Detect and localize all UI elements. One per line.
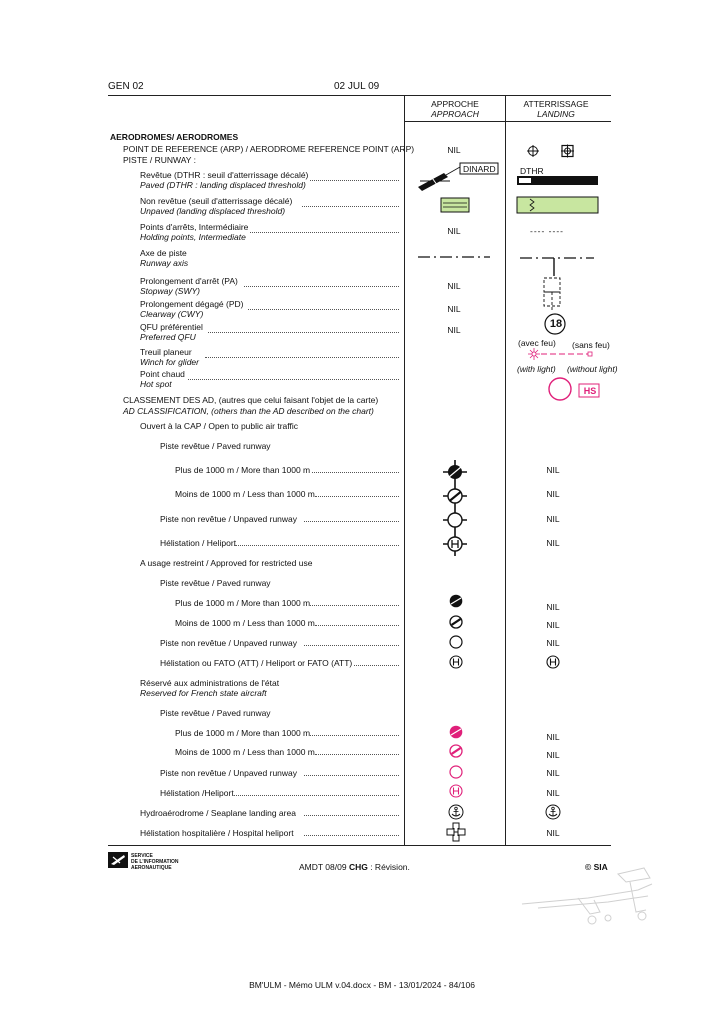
leader-dots [208,332,399,333]
open-heliport-landing-nil: NIL [546,538,560,548]
runway-axis-approach-icon [418,254,490,260]
state-more-landing-nil: NIL [546,732,560,742]
arp-symbols [526,144,576,158]
leader-dots [310,605,399,606]
qfu-approach-nil: NIL [447,325,461,335]
column-landing-header [506,99,606,119]
column-approach-en: APPROACH [431,109,479,119]
restricted-more-label: Plus de 1000 m / More than 1000 m [175,598,311,608]
leader-dots [315,496,399,497]
chg-label: CHG [348,862,368,872]
paved-fr: Revêtue (DTHR : seuil d'atterrissage décalé) [140,170,309,180]
open-heliport-icon [443,532,467,556]
restricted-paved-more-icon [449,594,463,608]
holding-en: Holding points, Intermediate [140,232,246,242]
state-paved-label: Piste revêtue / Paved runway [160,708,271,718]
state-unpaved-label: Piste non revêtue / Unpaved runway [160,768,298,778]
axis-fr: Axe de piste [140,248,187,258]
hotspot-en: Hot spot [140,379,172,389]
leader-dots [310,180,399,181]
leader-dots [315,625,399,626]
restricted-more-landing-nil: NIL [546,602,560,612]
holding-approach-nil: NIL [447,226,461,236]
open-more-label: Plus de 1000 m / More than 1000 m [175,465,311,475]
header-rule [108,95,611,96]
org-line-2: DE L'INFORMATION [131,859,179,865]
column-header-rule [404,121,611,122]
hotspot-fr: Point chaud [140,369,185,379]
column-approach-fr: APPROCHE [431,99,479,109]
state-heliport-icon [449,784,463,798]
cwy-en: Clearway (CWY) [140,309,204,319]
axis-en: Runway axis [140,258,189,268]
open-unpaved-landing-nil: NIL [546,514,560,524]
qfu-fr: QFU préférentiel [140,322,203,332]
holding-fr: Points d'arrêts, Intermédiaire [140,222,249,232]
classification-title-fr: CLASSEMENT DES AD, (autres que celui faisant l'objet de la carte) [123,395,379,405]
seaplane-anchor-icon [448,804,464,820]
org-line-3: AERONAUTIQUE [131,865,172,871]
revision-label: : Révision. [370,862,410,872]
ulm-aircraft-watermark [518,860,658,930]
restricted-heliport-landing-icon [546,655,560,669]
unpaved-runway-approach-icon [440,197,470,213]
column-divider-left [404,95,405,845]
open-less-label: Moins de 1000 m / Less than 1000 m [175,489,315,499]
open-paved-less-icon [443,484,467,508]
state-less-label: Moins de 1000 m / Less than 1000 m [175,747,315,757]
leader-dots [304,815,399,816]
swy-en: Stopway (SWY) [140,286,200,296]
arp-square-cross-icon [561,145,574,158]
seaplane-anchor-landing-icon [545,804,561,820]
state-fr: Réservé aux administrations de l'état [140,678,280,688]
leader-dots [234,545,399,546]
state-heliport-label: Hélistation /Heliport [160,788,234,798]
hotspot-label: HS [583,386,597,396]
state-paved-more-icon [449,725,463,739]
amendment-line [299,862,410,872]
open-more-landing-nil: NIL [546,465,560,475]
leader-dots [354,665,399,666]
hospital-landing-nil: NIL [546,828,560,838]
leader-dots [304,835,399,836]
qfu-number: 18 [549,318,563,330]
swy-fr: Prolongement d'arrêt (PA) [140,276,238,286]
restricted-heliport-icon [449,655,463,669]
restricted-heliport-label: Hélistation ou FATO (ATT) / Heliport or FATO (ATT) [160,658,353,668]
state-unpaved-landing-nil: NIL [546,768,560,778]
column-divider-right [505,95,506,845]
open-heliport-label: Hélistation / Heliport [160,538,237,548]
without-light-fr: (sans feu) [572,340,610,350]
open-paved-more-icon [443,460,467,484]
header-code: GEN 02 [108,81,144,92]
restricted-unpaved-icon [449,635,463,649]
restricted-unpaved-label: Piste non revêtue / Unpaved runway [160,638,298,648]
paved-en: Paved (DTHR : landing displaced threshold) [140,180,306,190]
restricted-paved-less-icon [449,615,463,629]
org-line-1: SERVICE [131,853,153,859]
open-cap-label: Ouvert à la CAP / Open to public air traffic [140,421,298,431]
sia-org-name [131,853,178,871]
arp-circle-cross-icon [527,145,539,157]
leader-dots [304,645,399,646]
leader-dots [188,379,399,380]
without-light-en: (without light) [567,364,618,374]
state-en: Reserved for French state aircraft [140,688,267,698]
holding-landing-icon: ---- ---- [530,226,565,236]
seaplane-label: Hydroaérodrome / Seaplane landing area [140,808,296,818]
open-paved-label: Piste revêtue / Paved runway [160,441,271,451]
restricted-less-label: Moins de 1000 m / Less than 1000 m [175,618,315,628]
restricted-less-landing-nil: NIL [546,620,560,630]
leader-dots [312,472,399,473]
leader-dots [244,286,399,287]
state-paved-less-icon [449,744,463,758]
open-unpaved-icon [443,508,467,532]
swy-approach-nil: NIL [447,281,461,291]
paved-runway-landing-icon [516,175,600,187]
leader-dots [310,735,399,736]
leader-dots [315,754,399,755]
leader-dots [302,206,399,207]
document-footer-ref: BM'ULM - Mémo ULM v.04.docx - BM - 13/01/2024 - 84/106 [249,980,475,990]
open-less-landing-nil: NIL [546,489,560,499]
unpaved-fr: Non revêtue (seuil d'atterrissage décalé) [140,196,293,206]
winch-en: Winch for glider [140,357,199,367]
leader-dots [205,357,399,358]
classification-title-en: AD CLASSIFICATION, (others than the AD described on the chart) [123,406,374,416]
footer-rule [108,845,611,846]
runway-axis-landing-icon [520,250,594,276]
leader-dots [304,521,399,522]
aerodromes-title: AERODROMES/ AERODROMES [110,132,239,142]
header-date: 02 JUL 09 [334,81,380,92]
restricted-unpaved-landing-nil: NIL [546,638,560,648]
amdt-label: AMDT 08/09 [299,862,347,872]
winch-landing-icon [528,348,596,360]
with-light-fr: (avec feu) [518,338,556,348]
unpaved-en: Unpaved (landing displaced threshold) [140,206,286,216]
dinard-label: DINARD [463,164,496,174]
hospital-cross-icon [446,822,466,842]
cwy-fr: Prolongement dégagé (PD) [140,299,244,309]
arp-label: POINT DE REFERENCE (ARP) / AERODROME REFERENCE POINT (ARP) [123,144,415,154]
restricted-label: A usage restreint / Approved for restricted use [140,558,313,568]
with-light-en: (with light) [517,364,556,374]
cwy-approach-nil: NIL [447,304,461,314]
qfu-en: Preferred QFU [140,332,196,342]
copyright-label: © SIA [585,862,608,872]
dthr-label: DTHR [520,166,544,176]
winch-fr: Treuil planeur [140,347,192,357]
state-more-label: Plus de 1000 m / More than 1000 m [175,728,311,738]
state-heliport-landing-nil: NIL [546,788,560,798]
open-unpaved-label: Piste non revêtue / Unpaved runway [160,514,298,524]
runway-label: PISTE / RUNWAY : [123,155,197,165]
stopway-clearway-landing-icon [542,276,568,312]
leader-dots [304,775,399,776]
arp-approach-nil: NIL [447,145,461,155]
leader-dots [250,232,399,233]
leader-dots [248,309,399,310]
unpaved-runway-landing-icon [516,196,600,214]
column-approach-header [405,99,505,119]
column-landing-fr: ATTERRISSAGE [523,99,589,109]
hospital-label: Hélistation hospitalière / Hospital heliport [140,828,294,838]
state-less-landing-nil: NIL [546,750,560,760]
column-landing-en: LANDING [537,109,575,119]
sia-logo-icon [108,852,128,868]
leader-dots [234,795,399,796]
restricted-paved-label: Piste revêtue / Paved runway [160,578,271,588]
state-unpaved-icon [449,765,463,779]
